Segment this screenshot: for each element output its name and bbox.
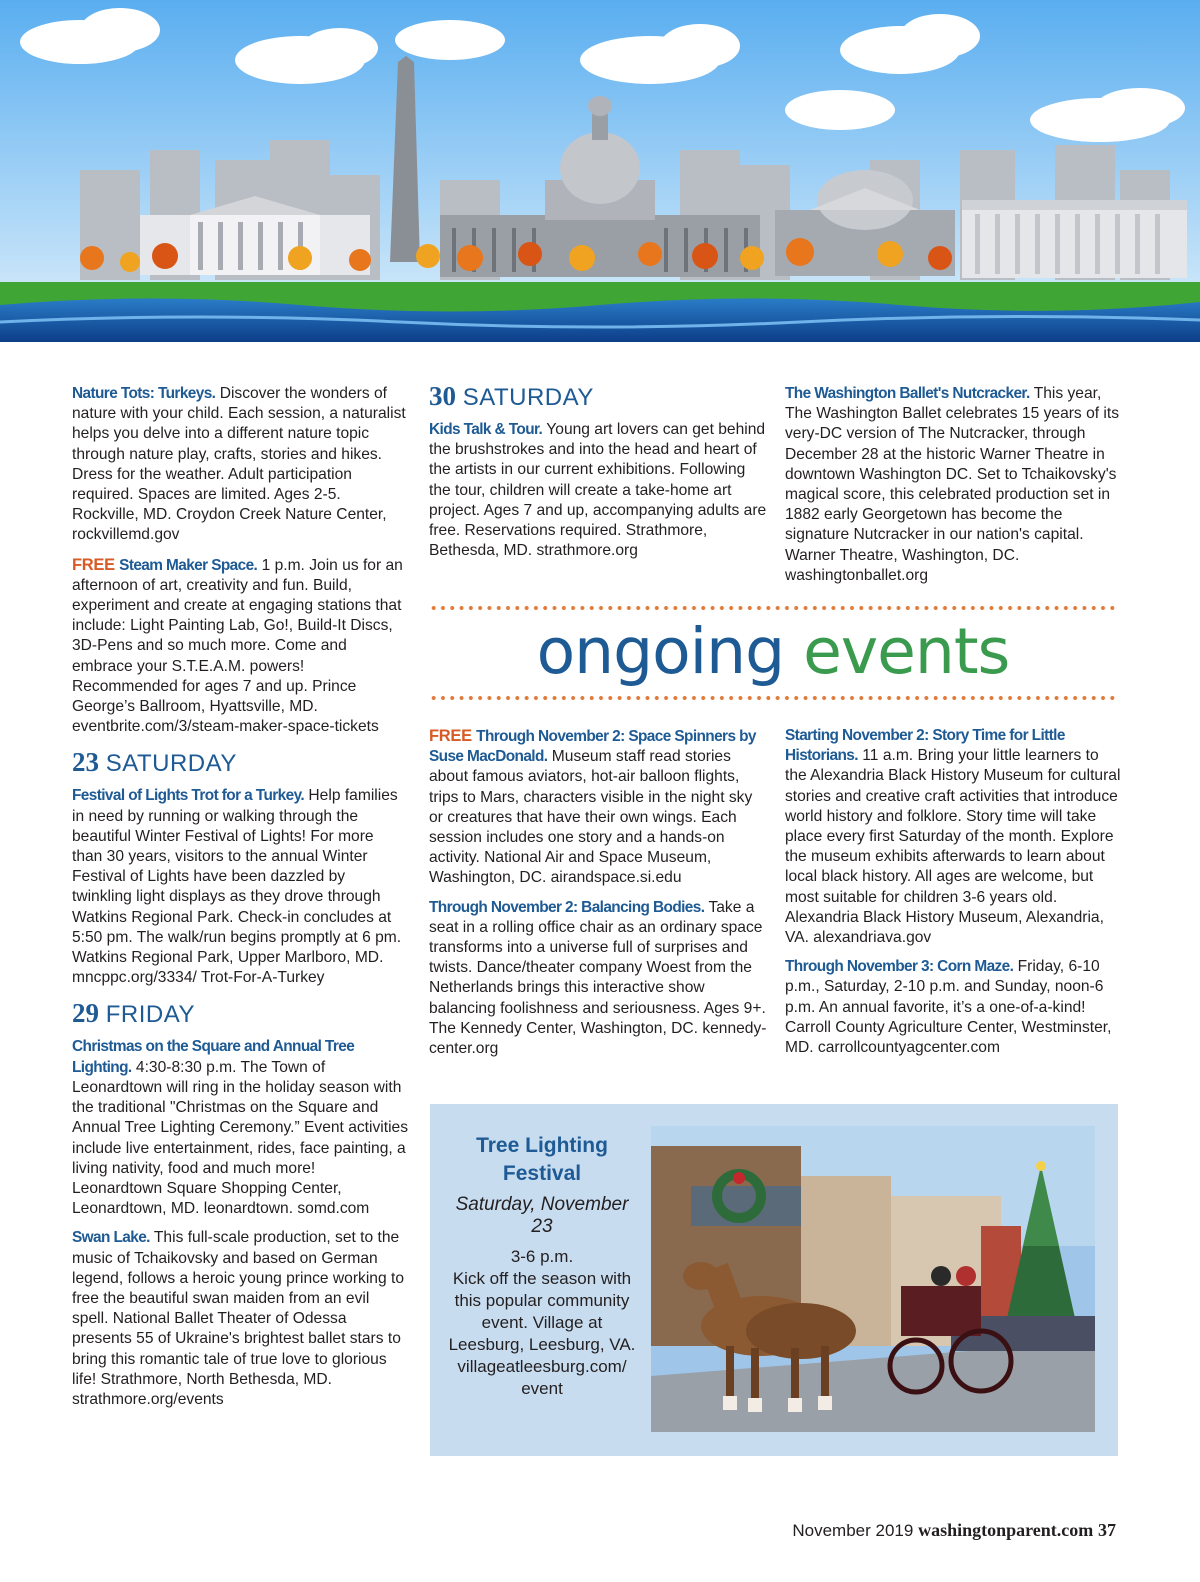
event-nutcracker bbox=[785, 384, 1123, 586]
day-number: 30 bbox=[429, 381, 456, 411]
event-festival-of-lights bbox=[72, 786, 408, 988]
ongoing-column-2 bbox=[785, 726, 1123, 1067]
event-corn-maze bbox=[785, 957, 1123, 1058]
event-body: Take a seat in a rolling office chair as an ordinary space transforms into a universe full of surprises and twists. Dance/theater company Woest from the Netherlands brings this interactive show balancing foolishness and seriousness. Ages 9+. The Kennedy Center, Washington, DC. kennedy-center.org bbox=[429, 898, 767, 1058]
footer-site: washingtonparent.com bbox=[918, 1520, 1094, 1540]
day-heading-29 bbox=[72, 997, 408, 1031]
event-swan-lake bbox=[72, 1228, 408, 1410]
sidebar-date: Saturday, November 23 bbox=[455, 1194, 629, 1237]
event-balancing-bodies bbox=[429, 898, 767, 1060]
event-kids-talk bbox=[429, 420, 767, 561]
sidebar-title: Tree Lighting Festival bbox=[476, 1134, 608, 1185]
event-body: 1 p.m. Join us for an afternoon of art, creativity and fun. Build, experiment and create at engaging stations that include: Light Painting Lab, Go!, Build-It Discs, 3D-Pens and so much more. Come and embrace your S.T.E.A.M. powers! Recommended for ages 7 and up. Prince George’s Ballroom, Hyattsville, MD. eventbrite.com/3/steam-maker-space-tickets bbox=[72, 556, 403, 736]
event-title: The Washington Ballet's Nutcracker. bbox=[785, 385, 1030, 402]
event-body: Discover the wonders of nature with your child. Each session, a naturalist helps you delve into a different nature topic through nature play, crafts, stories and hikes. Dress for the weather. Adult participation required. Spaces are limited. Ages 2-5. Rockville, MD. Croydon Creek Nature Center, rockvillemd.gov bbox=[72, 385, 406, 544]
dotted-divider-top bbox=[429, 606, 1117, 610]
event-body: Help families in need by running or walking through the beautiful Winter Festival of Lights! For more than 30 years, visitors to the annual Winter Festival of Lights have been dazzled by twinkling light displays as they drove through Watkins Regional Park. Check-in concludes at 5:50 pm. The walk/run begins promptly at 6 pm. Watkins Regional Park, Upper Marlboro, MD. mncppc.org/3334/ Trot-For-A-Turkey bbox=[72, 787, 402, 987]
free-badge: FREE bbox=[72, 555, 115, 574]
event-body: 11 a.m. Bring your little learners to the Alexandria Black History Museum for cultural stories and creative craft activities that introduce world history and folklore. Story time will take place every first Saturday of the month. Explore the museum exhibits afterwards to learn about local black history. All ages are welcome, but most suitable for children 3-6 years old. Alexandria Black History Museum, Alexandria, VA. alexandriava.gov bbox=[785, 747, 1121, 947]
day-name: SATURDAY bbox=[462, 384, 594, 411]
event-story-time bbox=[785, 726, 1123, 948]
sidebar-body: Kick off the season with this popular community event. Village at Leesburg, Leesburg, VA. villageatleesburg.com/ event bbox=[448, 1269, 636, 1398]
skyline-banner bbox=[0, 0, 1200, 342]
event-title: Steam Maker Space. bbox=[119, 556, 258, 574]
heading-word-ongoing: ongoing bbox=[536, 615, 785, 688]
event-space-spinners bbox=[429, 726, 767, 889]
column-2 bbox=[429, 380, 767, 570]
event-body: This year, The Washington Ballet celebrates 15 years of its very-DC version of The Nutcracker, through December 28 at the historic Warner Theatre in downtown Washington DC. Set to Tchaikovsky's magical score, this celebrated production set in 1882 early Georgetown has become the signature Nutcracker in our nation's capital. Warner Theatre, Washington, DC. washingtonballet.org bbox=[785, 385, 1119, 584]
event-title: Swan Lake. bbox=[72, 1229, 150, 1247]
event-title: Nature Tots: Turkeys. bbox=[72, 385, 216, 402]
event-title: Through November 3: Corn Maze. bbox=[785, 958, 1014, 976]
page-footer bbox=[792, 1520, 1116, 1541]
column-1 bbox=[72, 384, 408, 1419]
day-heading-30 bbox=[429, 380, 767, 414]
tree-lighting-sidebar bbox=[430, 1104, 1118, 1456]
event-body: 4:30-8:30 p.m. The Town of Leonardtown will ring in the holiday season with the traditional "Christmas on the Square and Annual Tree Lighting Ceremony.” Event activities include live entertainment, rides, face painting, a living nativity, food and much more! Leonardtown Square Shopping Center, Leonardtown, MD. leonardtown. somd.com bbox=[72, 1058, 409, 1218]
event-body: Friday, 6-10 p.m., Saturday, 2-10 p.m. and Sunday, noon-6 p.m. An annual favorite, it’s a one-of-a-kind! Carroll County Agriculture Center, Westminster, MD. carrollcountyagcenter.com bbox=[785, 958, 1112, 1057]
lincoln-memorial bbox=[962, 200, 1187, 278]
sidebar-text bbox=[448, 1132, 636, 1400]
event-title: Christmas on the Square and Annual Tree Lighting. bbox=[72, 1038, 355, 1076]
event-steam-maker bbox=[72, 555, 408, 738]
day-name: FRIDAY bbox=[105, 1001, 195, 1029]
event-title: Through November 2: Balancing Bodies. bbox=[429, 898, 705, 916]
carriage-photo-illustration bbox=[651, 1126, 1095, 1432]
footer-date: November 2019 bbox=[792, 1521, 914, 1540]
event-body: Young art lovers can get behind the brushstrokes and into the head and heart of the artists in our current exhibitions. Following the tour, children will create a take-home art project. Ages 7 and up, accompanying adults are free. Reservations required. Strathmore, Bethesda, MD. strathmore.org bbox=[429, 421, 767, 560]
column-3 bbox=[785, 384, 1123, 595]
event-title: Kids Talk & Tour. bbox=[429, 421, 543, 438]
skyline-illustration bbox=[0, 0, 1200, 342]
day-name: SATURDAY bbox=[105, 750, 237, 778]
event-title: Through November 2: Space Spinners by Suse MacDonald. bbox=[429, 728, 756, 766]
event-body: This full-scale production, set to the music of Tchaikovsky and based on German legend, follows a heroic young prince working to free the beautiful swan maiden from an evil spell. National Ballet Theater of Odessa presents 55 of Ukraine's brightest ballet stars to bring this romantic tale of true love to glorious life! Strathmore, North Bethesda, MD. strathmore.org/events bbox=[72, 1229, 404, 1408]
ongoing-events-heading bbox=[429, 612, 1117, 692]
event-title: Starting November 2: Story Time for Little Historians. bbox=[785, 727, 1065, 765]
event-title: Festival of Lights Trot for a Turkey. bbox=[72, 787, 305, 805]
day-number: 29 bbox=[72, 998, 99, 1029]
day-number: 23 bbox=[72, 747, 99, 778]
event-christmas-square bbox=[72, 1037, 408, 1219]
free-badge: FREE bbox=[429, 727, 472, 745]
heading-word-events: events bbox=[803, 615, 1010, 688]
page-number: 37 bbox=[1098, 1520, 1116, 1540]
dotted-divider-bottom bbox=[429, 696, 1117, 700]
carriage-photo bbox=[651, 1126, 1095, 1432]
event-body: Museum staff read stories about famous aviators, hot-air balloon flights, trips to Mars, characters visible in the night sky or creatures that have their own wings. Each session includes one story and a hands-on activity. National Air and Space Museum, Washington, DC. airandspace.si.edu bbox=[429, 748, 753, 887]
ongoing-column-1 bbox=[429, 726, 767, 1068]
sidebar-time: 3-6 p.m. bbox=[510, 1247, 574, 1266]
day-heading-23 bbox=[72, 746, 408, 780]
event-nature-tots bbox=[72, 384, 408, 546]
